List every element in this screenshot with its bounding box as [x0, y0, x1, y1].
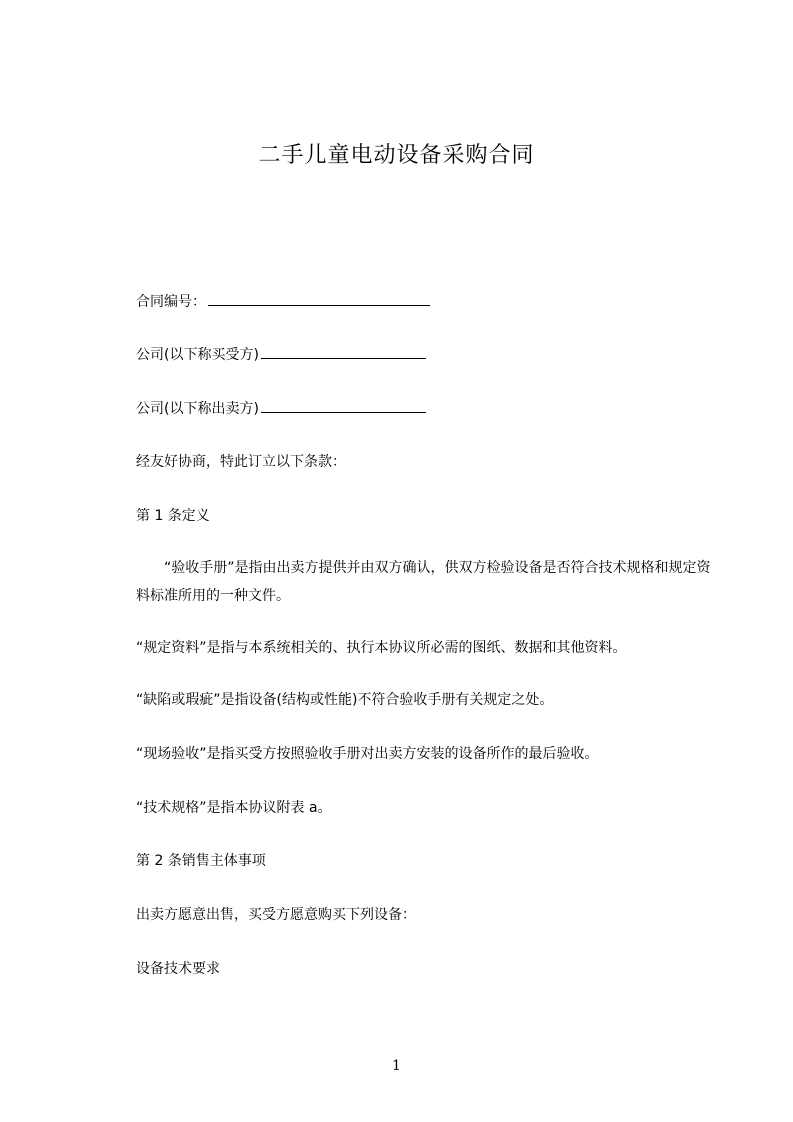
definition-site-acceptance: “现场验收”是指买受方按照验收手册对出卖方安装的设备所作的最后验收。	[136, 746, 599, 762]
seller-label: 公司(以下称出卖方)	[136, 401, 259, 417]
article-2-heading: 第 2 条销售主体事项	[136, 853, 266, 869]
equipment-requirements-heading: 设备技术要求	[136, 961, 220, 977]
seller-blank	[261, 398, 426, 413]
definition-specified-materials: “规定资料”是指与本系统相关的、执行本协议所必需的图纸、数据和其他资料。	[136, 640, 627, 656]
contract-number-label: 合同编号：	[136, 294, 206, 310]
buyer-label: 公司(以下称买受方)	[136, 347, 259, 363]
definition-defects: “缺陷或瑕疵”是指设备(结构或性能)不符合验收手册有关规定之处。	[136, 692, 554, 708]
definition-technical-spec: “技术规格”是指本协议附表 a。	[136, 800, 332, 816]
contract-number-row	[136, 291, 430, 312]
buyer-row	[136, 344, 426, 365]
buyer-blank	[261, 344, 426, 359]
intro-text: 经友好协商，特此订立以下条款：	[136, 454, 346, 470]
contract-number-blank	[208, 291, 430, 306]
article-1-heading: 第 1 条定义	[136, 508, 210, 524]
page-number: 1	[392, 1058, 401, 1074]
document-title: 二手儿童电动设备采购合同	[258, 143, 535, 168]
seller-row	[136, 398, 426, 419]
definition-acceptance-manual: “验收手册”是指由出卖方提供并由双方确认，供双方检验设备是否符合技术规格和规定资料标准所用的一种文件。	[136, 560, 711, 604]
sale-statement: 出卖方愿意出售，买受方愿意购买下列设备：	[136, 907, 416, 923]
